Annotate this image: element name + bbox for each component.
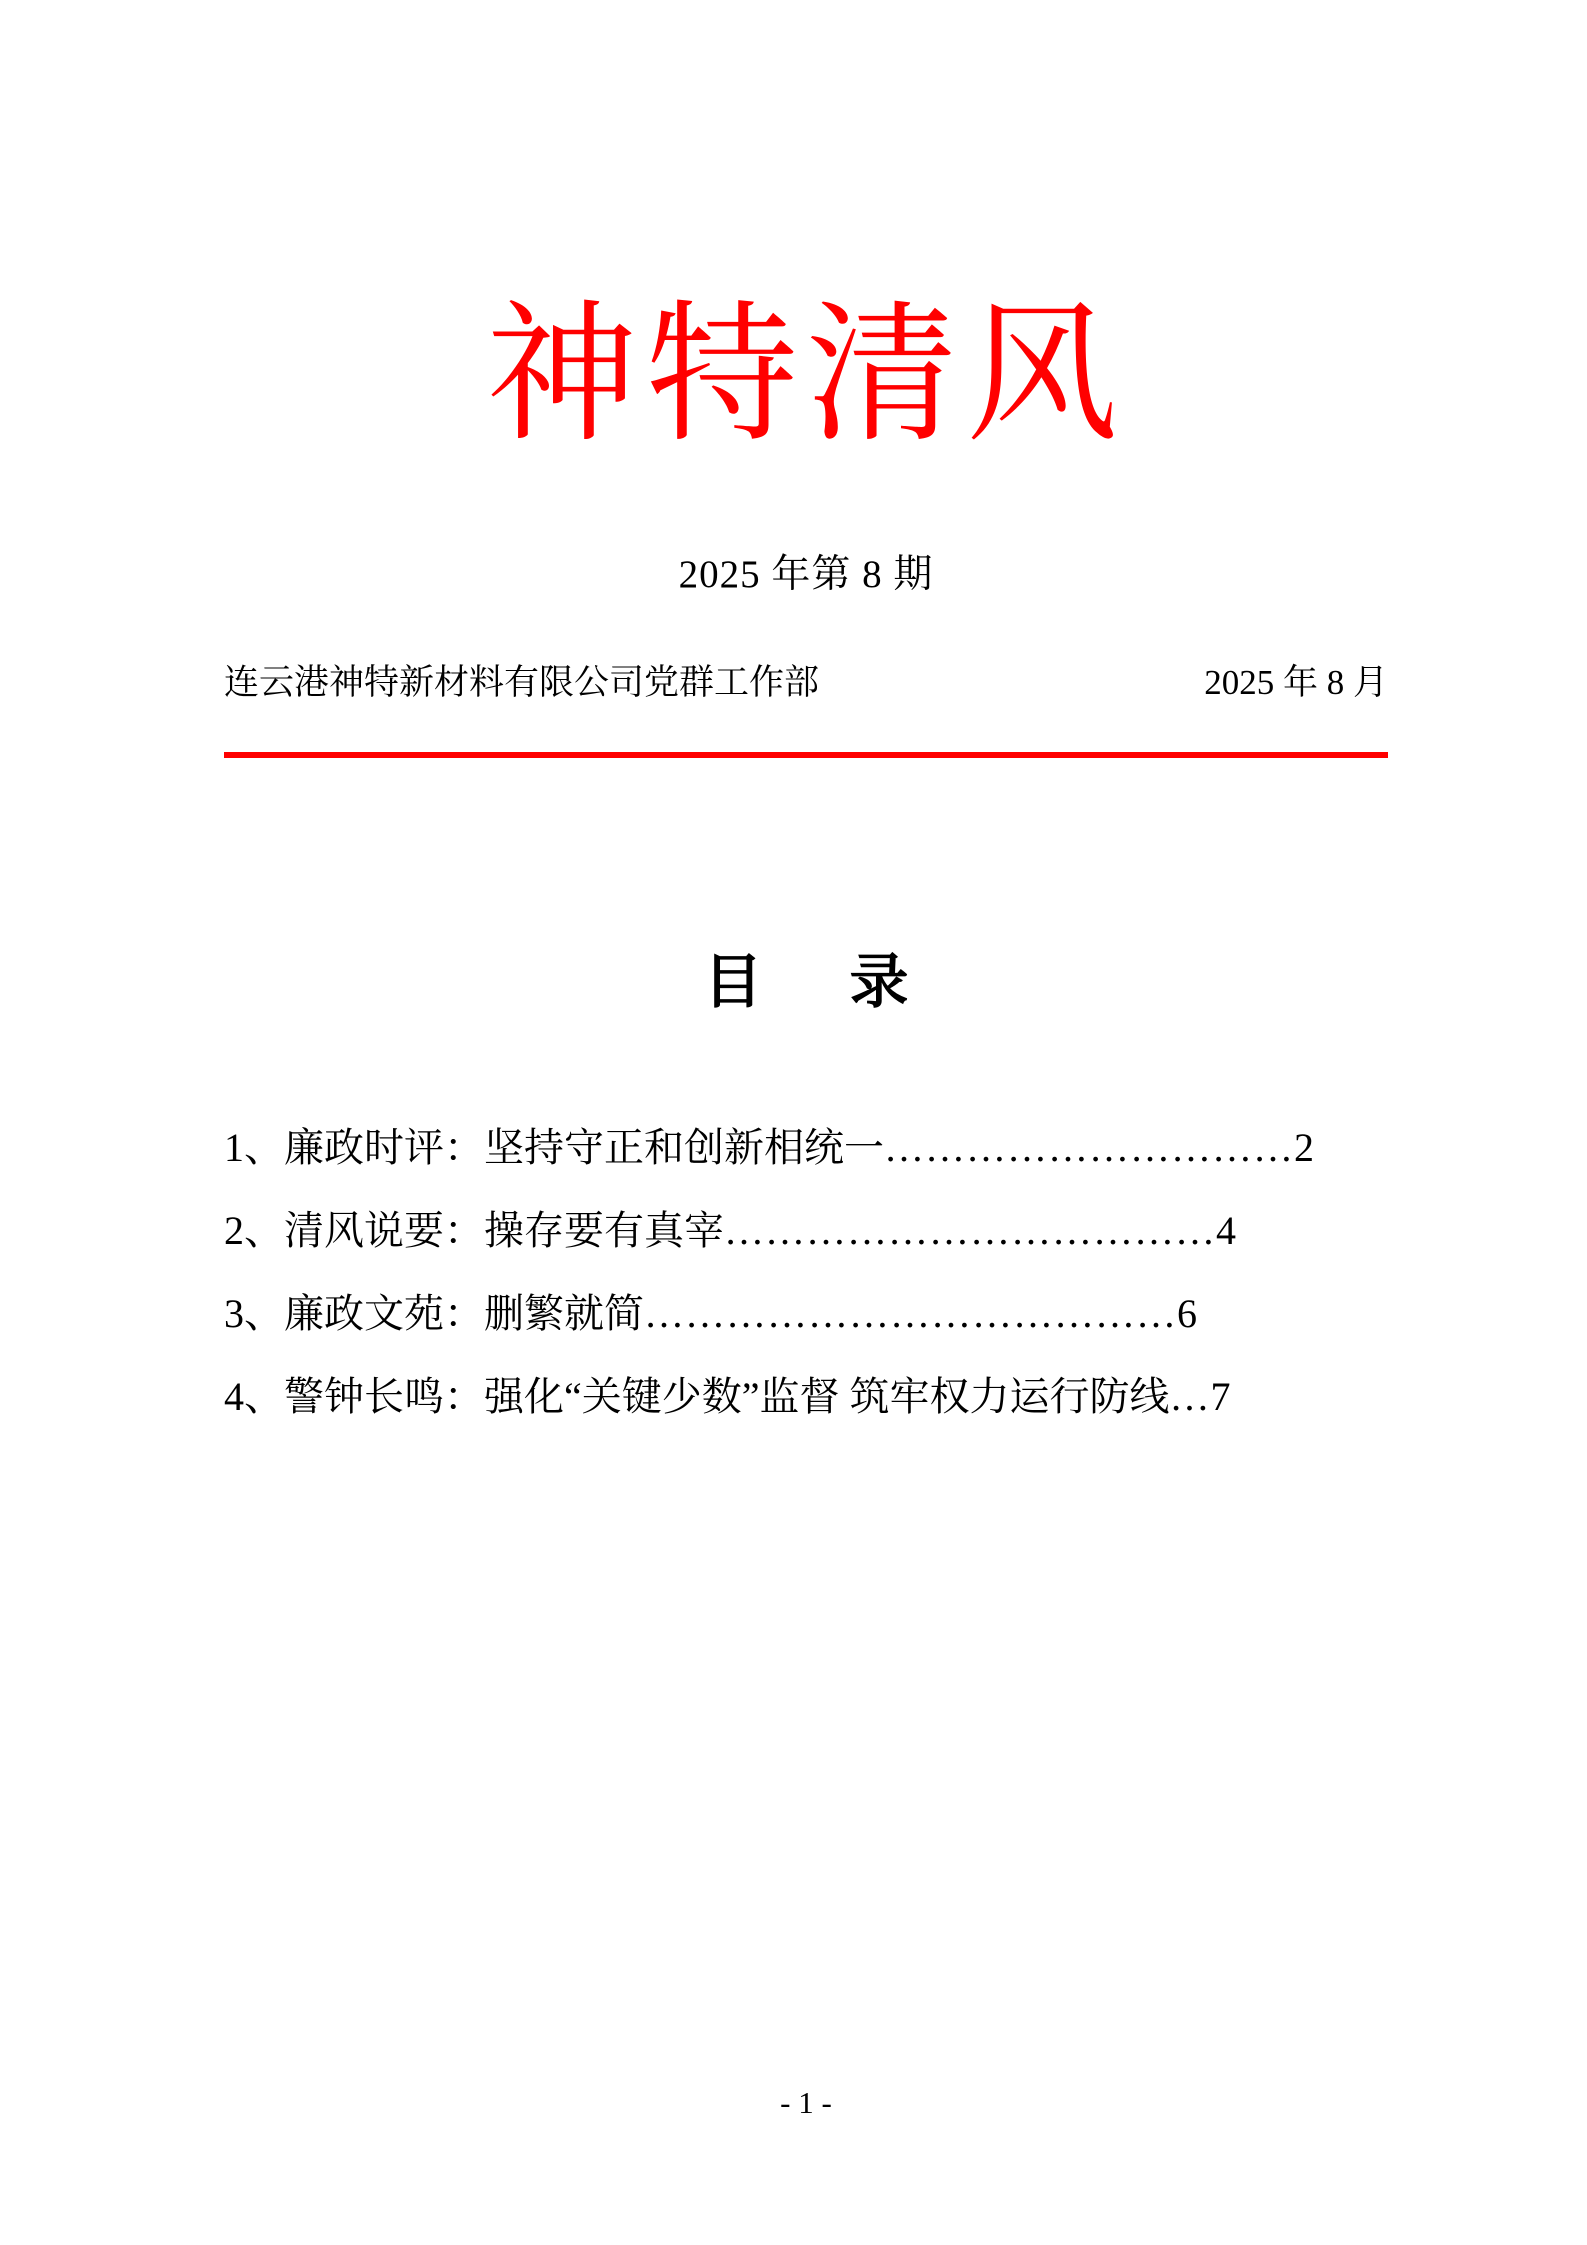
toc-leader-dots: ………………………………… (644, 1291, 1177, 1336)
toc-item-label: 2、清风说要：操存要有真宰 (224, 1208, 724, 1253)
newsletter-title: 神特清风 (486, 292, 1126, 460)
toc-page-number: 6 (1177, 1291, 1197, 1336)
toc-page-number: 4 (1216, 1208, 1236, 1253)
toc-leader-dots: ………………………… (884, 1125, 1294, 1170)
issue-number: 2025 年第 8 期 (678, 553, 934, 596)
toc-list (224, 1106, 1388, 1438)
page-content (224, 0, 1388, 2245)
toc-item (224, 1272, 1388, 1355)
toc-item (224, 1106, 1388, 1189)
toc-page-number: 7 (1210, 1374, 1231, 1419)
toc-item (224, 1189, 1388, 1272)
toc-item-label: 3、廉政文苑：删繁就简 (224, 1291, 644, 1336)
page-number: - 1 - (780, 2085, 832, 2120)
toc-heading: 目 录 (703, 949, 923, 1015)
toc-leader-dots: … (1169, 1374, 1211, 1419)
toc-leader-dots: ……………………………… (724, 1208, 1216, 1253)
red-divider (224, 752, 1388, 758)
publisher-name: 连云港神特新材料有限公司党群工作部 (224, 663, 820, 702)
toc-item-label: 4、警钟长鸣：强化“关键少数”监督 筑牢权力运行防线 (224, 1374, 1170, 1419)
toc-item-label: 1、廉政时评：坚持守正和创新相统一 (224, 1125, 884, 1170)
toc-item (224, 1355, 1388, 1438)
toc-page-number: 2 (1294, 1125, 1314, 1170)
publish-date: 2025 年 8 月 (1204, 663, 1388, 702)
publisher-row (224, 663, 1388, 703)
